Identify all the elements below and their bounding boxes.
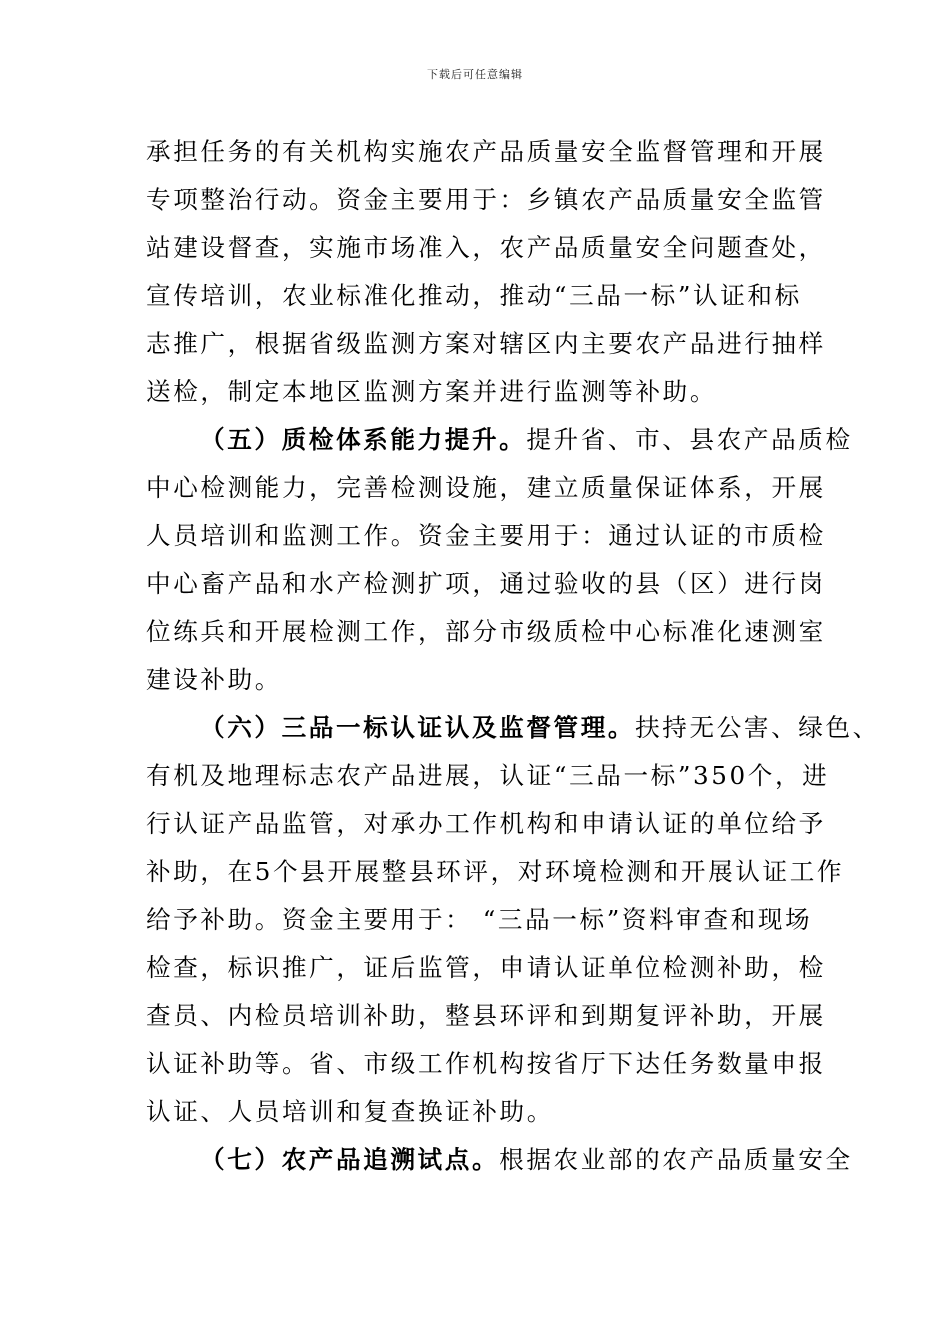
paragraph-quality-inspection bbox=[146, 416, 853, 704]
text-line: 承担任务的有关机构实施农产品质量安全监督管理和开展 bbox=[146, 137, 826, 166]
paragraph-first-line bbox=[146, 416, 853, 464]
text-line: 认证、人员培训和复查换证补助。 bbox=[146, 1097, 554, 1126]
document-body bbox=[146, 128, 880, 1184]
paragraph-supervision-continued bbox=[146, 128, 826, 416]
text-line: 建设补助。 bbox=[146, 665, 282, 694]
text-line: 送检，制定本地区监测方案并进行监测等补助。 bbox=[146, 377, 718, 406]
text-line: 给予补助。资金主要用于： “三品一标”资料审查和现场 bbox=[146, 905, 813, 934]
text-line: 中心检测能力，完善检测设施，建立质量保证体系，开展 bbox=[146, 473, 826, 502]
text-line: 中心畜产品和水产检测扩项，通过验收的县（区）进行岗 bbox=[146, 569, 826, 598]
text-line: 行认证产品监管，对承办工作机构和申请认证的单位给予 bbox=[146, 809, 826, 838]
text-line: 有机及地理标志农产品进展，认证“三品一标”350个，进 bbox=[146, 761, 830, 790]
first-line-text: 提升省、市、县农产品质检 bbox=[526, 425, 853, 454]
text-line: 位练兵和开展检测工作，部分市级质检中心标准化速测室 bbox=[146, 617, 826, 646]
paragraph-traceability bbox=[146, 1136, 853, 1184]
paragraph-first-line bbox=[146, 704, 880, 752]
text-line: 查员、内检员培训补助，整县环评和到期复评补助，开展 bbox=[146, 1001, 826, 1030]
text-line: 志推广，根据省级监测方案对辖区内主要农产品进行抽样 bbox=[146, 329, 826, 358]
paragraph-first-line bbox=[146, 1136, 853, 1184]
text-line: 宣传培训，农业标准化推动，推动“三品一标”认证和标 bbox=[146, 281, 802, 310]
text-line: 补助，在5个县开展整县环评，对环境检测和开展认证工作 bbox=[146, 857, 845, 886]
section-heading-5: （五）质检体系能力提升。 bbox=[200, 425, 527, 454]
page-header-note: 下载后可任意编辑 bbox=[427, 68, 523, 81]
first-line-text: 扶持无公害、绿色、 bbox=[635, 713, 880, 742]
text-line: 认证补助等。省、市级工作机构按省厅下达任务数量申报 bbox=[146, 1049, 826, 1078]
text-line: 检查，标识推广，证后监管，申请认证单位检测补助，检 bbox=[146, 953, 826, 982]
text-line: 人员培训和监测工作。资金主要用于：通过认证的市质检 bbox=[146, 521, 826, 550]
first-line-text: 根据农业部的农产品质量安全 bbox=[499, 1145, 853, 1174]
section-heading-7: （七）农产品追溯试点。 bbox=[200, 1145, 500, 1174]
section-heading-6: （六）三品一标认证认及监督管理。 bbox=[200, 713, 636, 742]
text-line: 站建设督查，实施市场准入，农产品质量安全问题查处， bbox=[146, 233, 826, 262]
paragraph-certification bbox=[146, 704, 880, 1136]
text-line: 专项整治行动。资金主要用于：乡镇农产品质量安全监管 bbox=[146, 185, 826, 214]
